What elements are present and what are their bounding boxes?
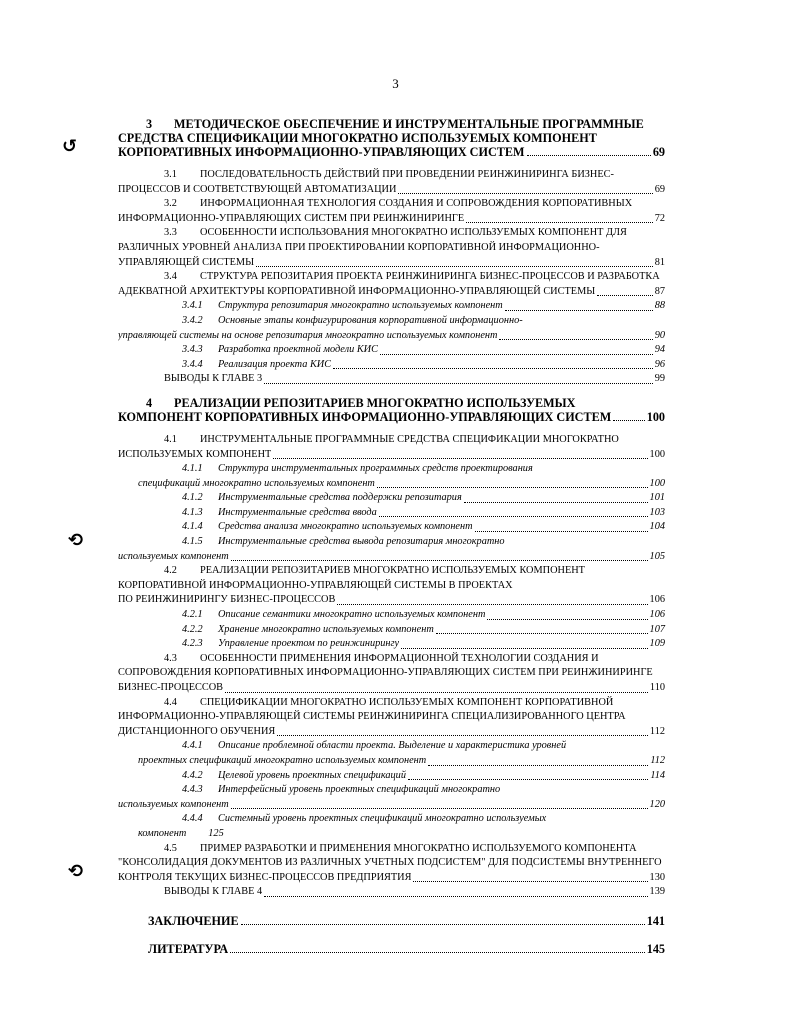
toc-page: 107 [649,623,665,635]
toc-title: ПО РЕИНЖИНИРИНГУ БИЗНЕС-ПРОЦЕССОВ [118,594,336,606]
toc-title: используемых компонент [118,550,229,562]
toc-title: РАЗЛИЧНЫХ УРОВНЕЙ АНАЛИЗА ПРИ ПРОЕКТИРОВАНИИ КОРПОРАТИВНОЙ ИНФОРМАЦИОННО- [118,241,600,253]
toc-literature [118,942,665,956]
toc-title: управляющей системы на основе репозитария многократно используемых компонент [118,329,498,341]
toc-page: 125 [208,827,224,839]
toc-number: 4.1.1 [182,463,203,475]
page-number: 3 [392,76,399,91]
toc-page: 88 [654,300,665,312]
toc-page: 90 [654,329,665,341]
toc-subsection-4-4-1 [118,739,665,768]
toc-title: Системный уровень проектных спецификаций многократно используемых [218,813,547,825]
toc-page: 69 [654,183,665,195]
toc-subsection-4-2-1 [118,608,665,623]
toc-title: КОНТРОЛЯ ТЕКУЩИХ БИЗНЕС-ПРОЦЕССОВ ПРЕДПРИЯТИЯ [118,871,412,883]
toc-title: проектных спецификаций многократно используемых компонент [138,754,427,766]
toc-title: МЕТОДИЧЕСКОЕ ОБЕСПЕЧЕНИЕ И ИНСТРУМЕНТАЛЬНЫЕ ПРОГРАММНЫЕ [174,117,644,131]
toc-title: ЛИТЕРАТУРА [148,941,229,956]
margin-mark-icon: ↺ [62,136,78,157]
toc-subsection-4-1-1 [118,462,665,491]
toc-section-4-2 [118,564,665,608]
toc-number: 4.4.3 [182,784,203,796]
toc-title: Описание семантики многократно используемых компонент [218,609,486,621]
toc-number: 3.1 [164,169,177,180]
toc-title: СТРУКТУРА РЕПОЗИТАРИЯ ПРОЕКТА РЕИНЖИНИРИНГА БИЗНЕС-ПРОЦЕССОВ И РАЗРАБОТКА [200,271,660,283]
toc-number: 3.2 [164,198,177,210]
toc-number: 4.1.5 [182,536,203,548]
toc-number: 3.4.1 [182,300,203,312]
toc-subsection-3-4-4 [118,358,665,373]
toc-page: 112 [650,754,665,766]
toc-subsection-4-4-2 [118,769,665,784]
toc-conclusion [118,914,665,928]
toc-title: используемых компонент [118,798,229,810]
toc-number: 4.2.1 [182,609,203,621]
toc-title: ОСОБЕННОСТИ ПРИМЕНЕНИЯ ИНФОРМАЦИОННОЙ ТЕХНОЛОГИИ СОЗДАНИЯ И [200,652,599,664]
toc-page: 110 [649,682,665,693]
toc-title: компонент [138,827,187,839]
toc-number: 3.4.4 [182,358,203,370]
toc-section-4-1 [118,433,665,462]
toc-section-3-2 [118,197,665,226]
toc-page: 109 [649,638,665,650]
toc-page: 103 [649,506,665,518]
toc-title: Реализация проекта КИС [218,358,332,370]
toc-subsection-4-2-2 [118,623,665,638]
toc-conclusions-4 [118,885,665,900]
toc-page: 104 [649,521,665,533]
toc-title: Описание проблемной области проекта. Выделение и характеристика уровней [218,740,567,752]
toc-subsection-4-1-3 [118,506,665,521]
toc-page: 100 [649,448,665,460]
toc-title: ПОСЛЕДОВАТЕЛЬНОСТЬ ДЕЙСТВИЙ ПРИ ПРОВЕДЕНИИ РЕИНЖИНИРИНГА БИЗНЕС- [200,169,614,180]
toc-title: СРЕДСТВА СПЕЦИФИКАЦИИ МНОГОКРАТНО ИСПОЛЬЗУЕМЫХ КОМПОНЕНТ [118,131,597,145]
toc-title: "КОНСОЛИДАЦИЯ ДОКУМЕНТОВ ИЗ РАЗЛИЧНЫХ УЧЕТНЫХ ПОДСИСТЕМ" ДЛЯ ПОДСИСТЕМЫ ВНУТРЕННЕГО [118,857,662,869]
toc-title: КОРПОРАТИВНОЙ ИНФОРМАЦИОННО-УПРАВЛЯЮЩЕЙ СИСТЕМЫ В ПРОЕКТАХ [118,579,513,591]
toc-number: 4.1.2 [182,492,203,504]
toc-title: спецификаций многократно используемых компонент [138,477,375,489]
toc-title: Инструментальные средства вывода репозитария многократно [218,536,505,548]
toc-page: 100 [646,409,665,424]
toc-page: 87 [654,285,665,297]
toc-number: 4.2.2 [182,623,203,635]
toc-title: Разработка проектной модели КИС [218,344,378,356]
toc-subsection-3-4-2 [118,314,665,343]
toc-page: 139 [649,886,665,898]
toc-page: 96 [654,358,665,370]
table-of-contents [118,117,665,956]
toc-title: КОРПОРАТИВНЫХ ИНФОРМАЦИОННО-УПРАВЛЯЮЩИХ СИСТЕМ [118,145,525,159]
toc-title: ПРИМЕР РАЗРАБОТКИ И ПРИМЕНЕНИЯ МНОГОКРАТНО ИСПОЛЬЗУЕМОГО КОМПОНЕНТА [200,842,637,854]
toc-page: 130 [649,871,665,883]
toc-subsection-3-4-1 [118,299,665,314]
toc-page: 69 [652,145,665,159]
toc-title: ДИСТАНЦИОННОГО ОБУЧЕНИЯ [118,725,276,737]
toc-number: 4.4.4 [182,813,203,825]
toc-page: 94 [654,344,665,356]
toc-title: СПЕЦИФИКАЦИИ МНОГОКРАТНО ИСПОЛЬЗУЕМЫХ КОМПОНЕНТ КОРПОРАТИВНОЙ [200,696,614,708]
toc-page: 99 [654,373,665,385]
toc-title: Инструментальные средства поддержки репозитария [218,492,462,504]
toc-subsection-4-4-3 [118,783,665,812]
toc-section-4-4 [118,696,665,740]
toc-title: Структура инструментальных программных средств проектирования [218,463,533,475]
toc-chapter-4 [118,396,665,424]
toc-section-3-3 [118,226,665,270]
toc-page: 100 [649,477,665,489]
toc-title: ЗАКЛЮЧЕНИЕ [148,913,239,928]
toc-title: Управление проектом по реинжинирингу [218,638,400,650]
toc-title: ВЫВОДЫ К ГЛАВЕ 3 [164,373,263,385]
toc-number: 4.2.3 [182,638,203,650]
toc-title: РЕАЛИЗАЦИИ РЕПОЗИТАРИЕВ МНОГОКРАТНО ИСПОЛЬЗУЕМЫХ КОМПОНЕНТ [200,565,585,577]
toc-number: 3.3 [164,227,177,239]
toc-title: ИНСТРУМЕНТАЛЬНЫЕ ПРОГРАММНЫЕ СРЕДСТВА СПЕЦИФИКАЦИИ МНОГОКРАТНО [200,433,619,445]
toc-subsection-4-4-4 [118,812,665,841]
toc-title: Средства анализа многократно используемых компонент [218,521,473,533]
toc-title: Интерфейсный уровень проектных спецификаций многократно [218,784,501,796]
toc-title: ИНФОРМАЦИОННО-УПРАВЛЯЮЩИХ СИСТЕМ ПРИ РЕИНЖИНИРИНГЕ [118,212,465,224]
toc-title: АДЕКВАТНОЙ АРХИТЕКТУРЫ КОРПОРАТИВНОЙ ИНФОРМАЦИОННО-УПРАВЛЯЮЩЕЙ СИСТЕМЫ [118,285,596,297]
toc-page: 81 [654,256,665,268]
toc-title: ВЫВОДЫ К ГЛАВЕ 4 [164,886,263,898]
margin-mark-icon: ⟲ [68,530,84,551]
toc-number: 4 [146,395,153,410]
toc-title: Хранение многократно используемых компонент [218,623,434,635]
toc-subsection-3-4-3 [118,343,665,358]
toc-title: ИНФОРМАЦИОННАЯ ТЕХНОЛОГИЯ СОЗДАНИЯ И СОПРОВОЖДЕНИЯ КОРПОРАТИВНЫХ [200,198,633,210]
margin-mark-icon: ⟲ [68,861,84,882]
toc-section-4-5 [118,842,665,886]
toc-page: 120 [649,798,665,810]
toc-number: 4.3 [164,652,177,664]
toc-subsection-4-1-2 [118,491,665,506]
toc-section-3-1 [118,168,665,197]
toc-page: 145 [646,941,665,956]
toc-title: Структура репозитария многократно используемых компонент [218,300,503,312]
toc-page: 72 [654,212,665,224]
toc-title: ИНФОРМАЦИОННО-УПРАВЛЯЮЩЕЙ СИСТЕМЫ РЕИНЖИНИРИНГА СПЕЦИАЛИЗИРОВАННОГО ЦЕНТРА [118,711,626,723]
toc-chapter-3 [118,117,665,159]
toc-page: 141 [646,913,665,928]
toc-title: СОПРОВОЖДЕНИЯ КОРПОРАТИВНЫХ ИНФОРМАЦИОННО-УПРАВЛЯЮЩИХ СИСТЕМ ПРИ РЕИНЖИНИРИНГЕ [118,667,653,679]
toc-conclusions-3 [118,372,665,387]
toc-number: 4.5 [164,842,177,854]
toc-page: 112 [649,725,665,737]
toc-page: 105 [649,550,665,562]
toc-subsection-4-1-5 [118,535,665,564]
toc-title: Инструментальные средства ввода [218,506,377,518]
toc-page: 101 [649,492,665,504]
toc-title: ПРОЦЕССОВ И СООТВЕТСТВУЮЩЕЙ АВТОМАТИЗАЦИИ [118,183,397,195]
toc-title: Целевой уровень проектных спецификаций [218,769,406,781]
toc-number: 3.4.2 [182,314,203,326]
toc-number: 4.4.1 [182,740,203,752]
toc-page: 114 [650,769,665,781]
toc-number: 4.4 [164,696,177,708]
toc-section-4-3 [118,652,665,696]
toc-number: 3.4.3 [182,344,203,356]
toc-subsection-4-1-4 [118,520,665,535]
toc-number: 3 [146,117,153,131]
toc-section-3-4 [118,270,665,299]
toc-number: 4.1 [164,433,177,445]
toc-title: БИЗНЕС-ПРОЦЕССОВ [118,682,224,693]
toc-title: УПРАВЛЯЮЩЕЙ СИСТЕМЫ [118,256,255,268]
toc-number: 4.1.4 [182,521,203,533]
toc-number: 4.4.2 [182,769,203,781]
toc-title: КОМПОНЕНТ КОРПОРАТИВНЫХ ИНФОРМАЦИОННО-УПРАВЛЯЮЩИХ СИСТЕМ [118,409,612,424]
toc-page: 106 [649,609,665,621]
toc-number: 4.1.3 [182,506,203,518]
toc-title: Основные этапы конфигурирования корпоративной информационно- [218,314,523,326]
toc-number: 4.2 [164,565,177,577]
toc-title: РЕАЛИЗАЦИИ РЕПОЗИТАРИЕВ МНОГОКРАТНО ИСПОЛЬЗУЕМЫХ [174,395,576,410]
toc-title: ИСПОЛЬЗУЕМЫХ КОМПОНЕНТ [118,448,272,460]
toc-title: ОСОБЕННОСТИ ИСПОЛЬЗОВАНИЯ МНОГОКРАТНО ИСПОЛЬЗУЕМЫХ КОМПОНЕНТ ДЛЯ [200,227,627,239]
toc-page: 106 [649,594,665,606]
toc-subsection-4-2-3 [118,637,665,652]
toc-number: 3.4 [164,271,177,283]
